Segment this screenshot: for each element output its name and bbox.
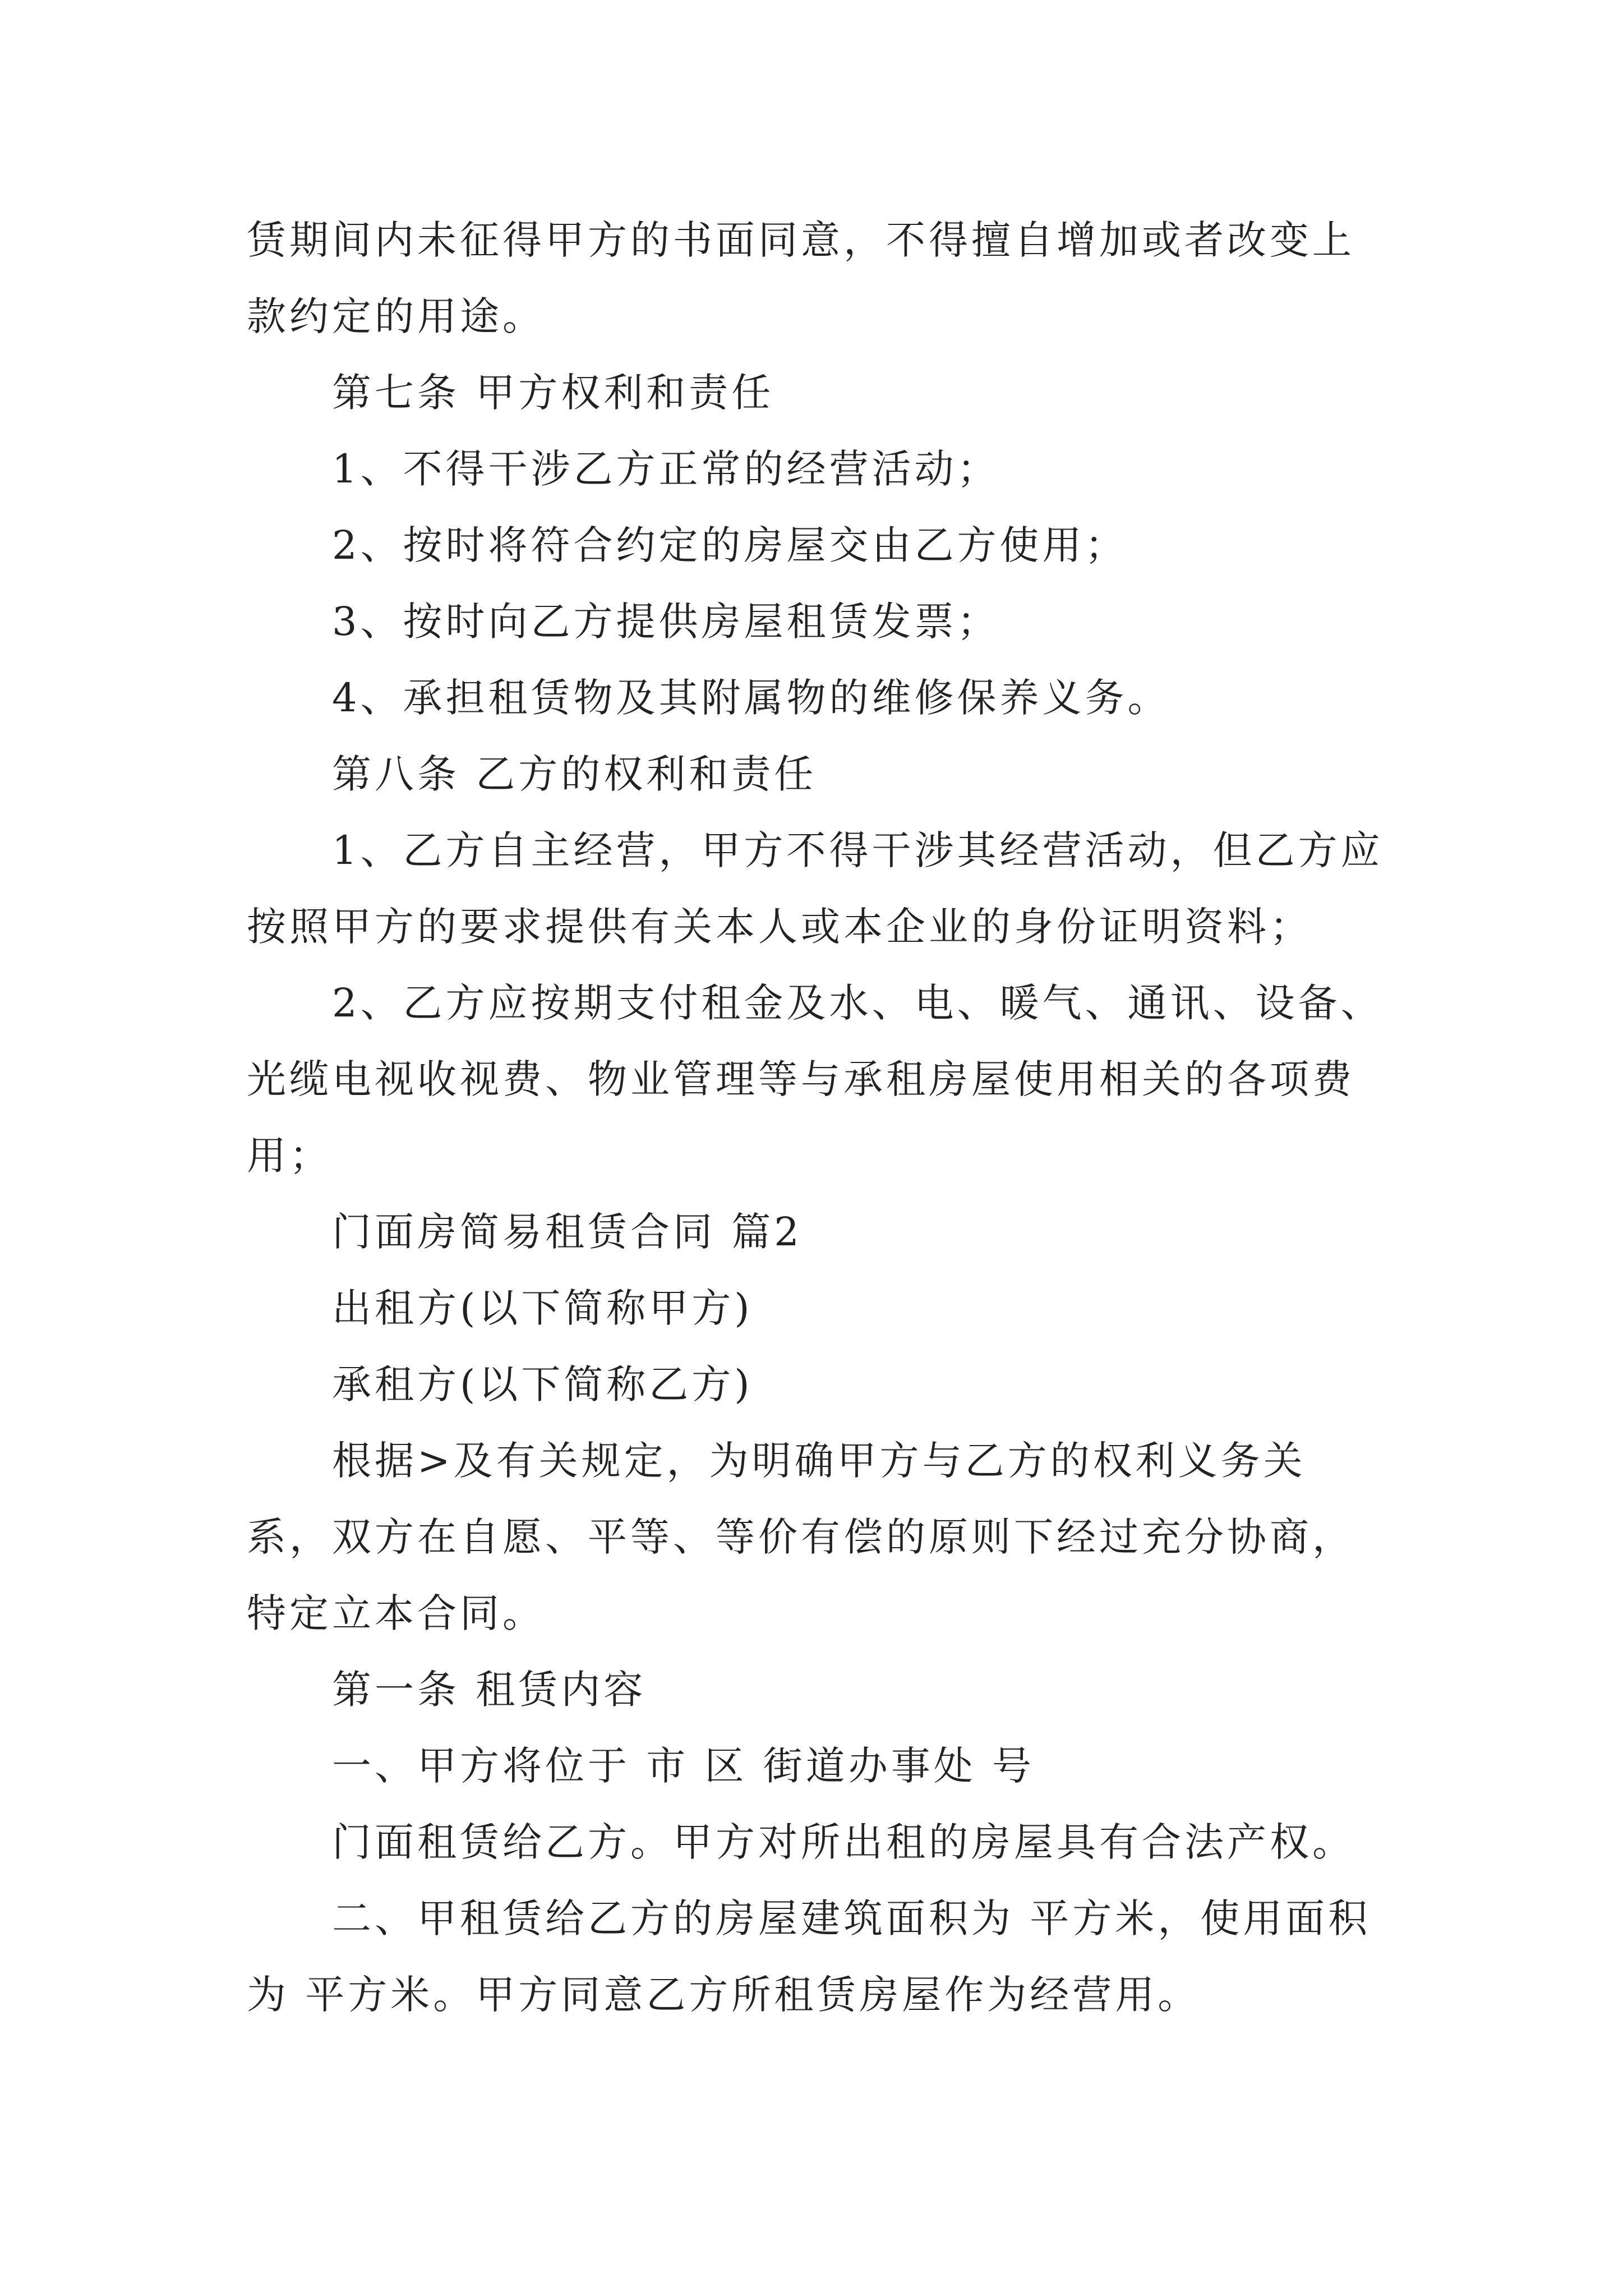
article-8-heading: 第八条 乙方的权利和责任 [332, 751, 817, 797]
preamble-paragraph: 根据>及有关规定，为明确甲方与乙方的权利义务关系，双方在自愿、平等、等价有偿的原则下经过充分协商，特定立本合同。 [247, 1438, 1355, 1636]
lessor-line: 出租方(以下简称甲方) [332, 1285, 753, 1331]
article-1-item-1: 一、甲方将位于 市 区 街道办事处 号 [332, 1743, 1035, 1789]
article-1-item-2: 二、甲租赁给乙方的房屋建筑面积为 平方米，使用面积为 平方米。甲方同意乙方所租赁房屋作为经营用。 [247, 1895, 1371, 2018]
article-8-item-1: 1、乙方自主经营，甲方不得干涉其经营活动，但乙方应按照甲方的要求提供有关本人或本企业的身份证明资料； [247, 827, 1384, 950]
article-1-heading: 第一条 租赁内容 [332, 1667, 647, 1713]
article-7-item-2: 2、按时将符合约定的房屋交由乙方使用； [332, 522, 1128, 568]
lessee-line: 承租方(以下简称乙方) [332, 1361, 753, 1407]
article-7-heading: 第七条 甲方权利和责任 [332, 370, 774, 416]
article-7-item-4: 4、承担租赁物及其附属物的维修保养义务。 [332, 675, 1170, 721]
article-7-item-1: 1、不得干涉乙方正常的经营活动； [332, 446, 1000, 492]
article-1-item-1-continued: 门面租赁给乙方。甲方对所出租的房屋具有合法产权。 [332, 1819, 1355, 1865]
paragraph-continuation: 赁期间内未征得甲方的书面同意，不得擅自增加或者改变上款约定的用途。 [247, 217, 1355, 339]
article-8-item-2: 2、乙方应按期支付租金及水、电、暖气、通讯、设备、光缆电视收视费、物业管理等与承租房屋使用相关的各项费用； [247, 980, 1384, 1179]
article-7-item-3: 3、按时向乙方提供房屋租赁发票； [332, 599, 1000, 645]
contract-2-title: 门面房简易租赁合同 篇2 [332, 1209, 803, 1255]
document-body [247, 202, 1391, 2033]
